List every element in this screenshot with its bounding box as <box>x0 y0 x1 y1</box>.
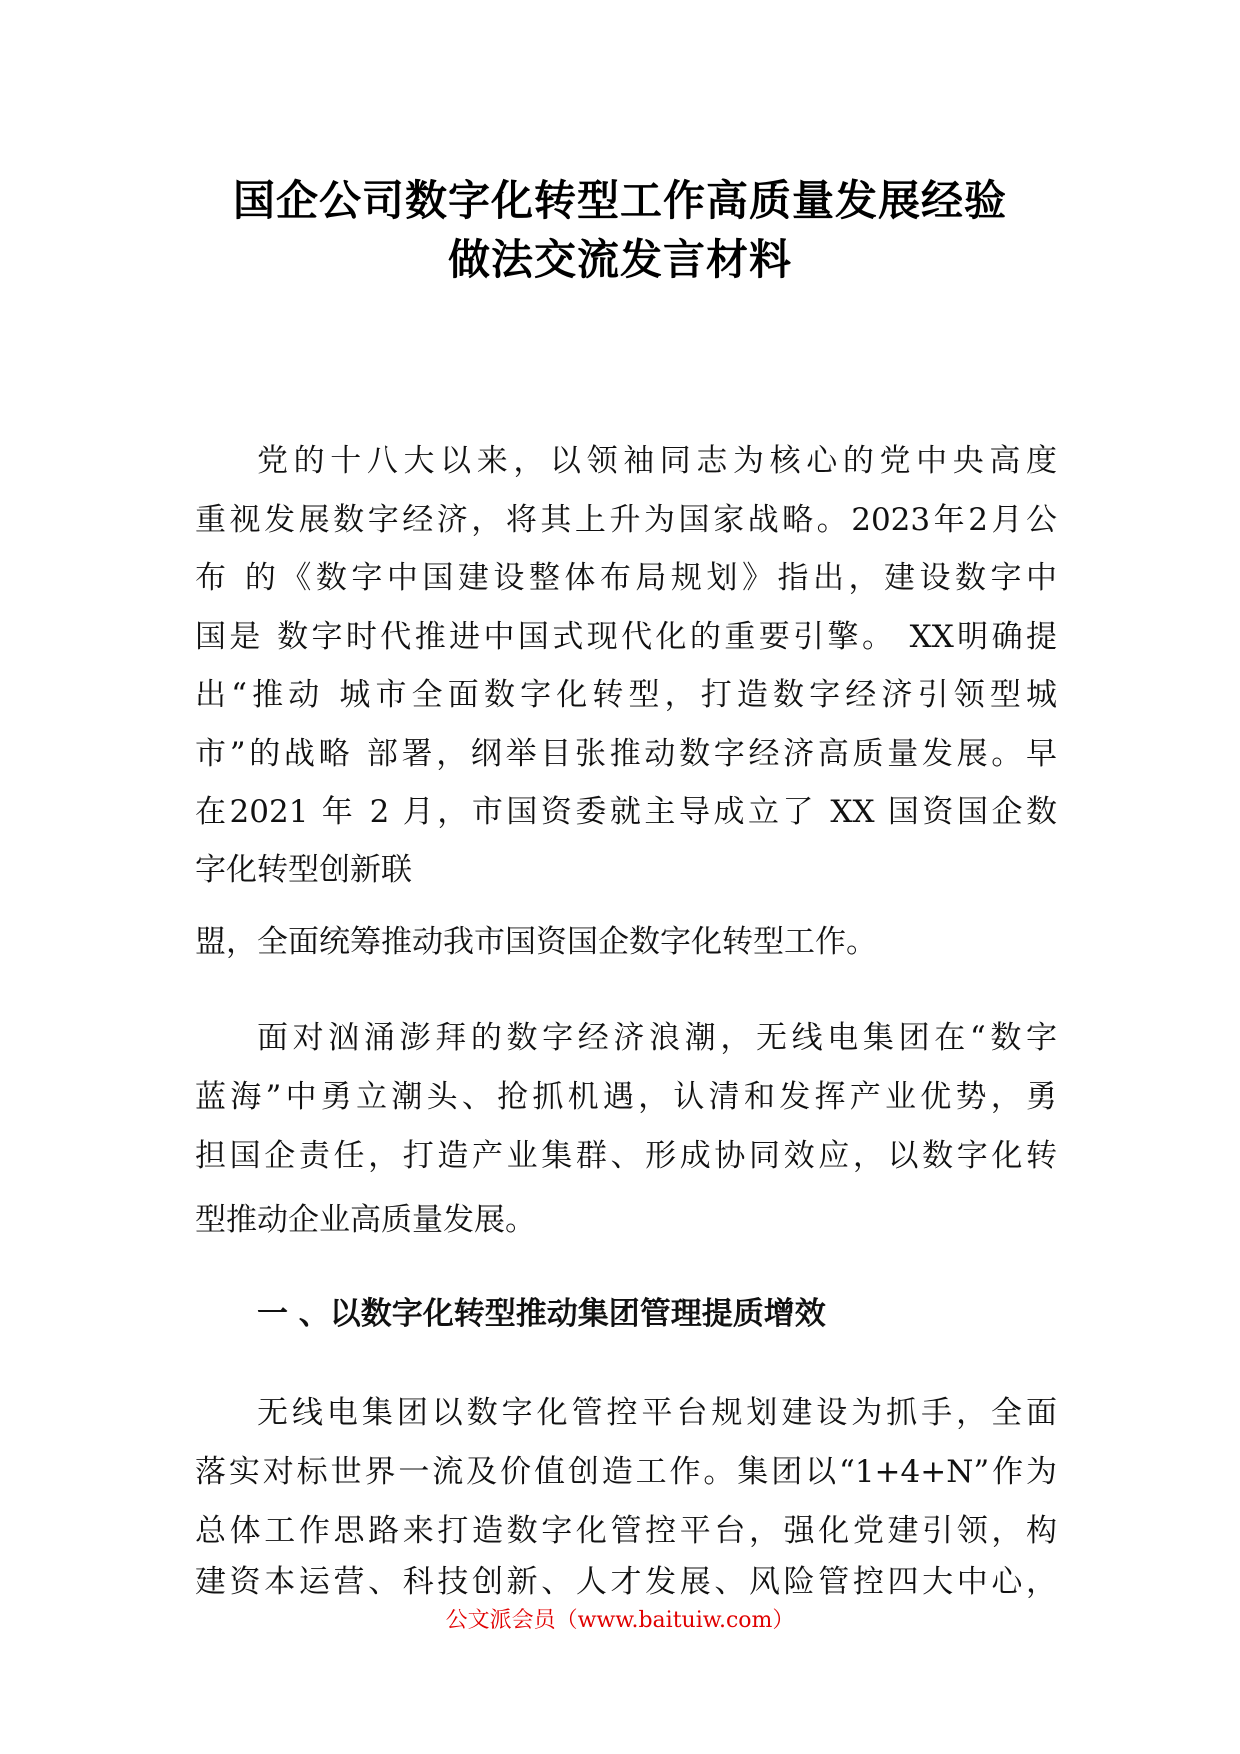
paragraph-4-line: 总体工作思路来打造数字化管控平台，强化党建引领，构 <box>195 1513 1057 1549</box>
paragraph-1-line: 字化转型创新联 <box>195 852 412 888</box>
paragraph-1-line: 在2021 年 2 月，市国资委就主导成立了 XX 国资国企数 <box>195 794 1057 830</box>
paragraph-4-line: 落实对标世界一流及价值创造工作。集团以“1+4+N”作为 <box>195 1454 1057 1490</box>
paragraph-2-line: 盟，全面统筹推动我市国资国企数字化转型工作。 <box>195 924 877 960</box>
paragraph-1-line: 布 的《数字中国建设整体布局规划》指出，建设数字中 <box>195 560 1057 596</box>
paragraph-1-line: 出“推动 城市全面数字化转型，打造数字经济引领型城 <box>195 677 1057 713</box>
document-title-line-2: 做法交流发言材料 <box>447 235 792 284</box>
paragraph-4-line: 无线电集团以数字化管控平台规划建设为抓手，全面 <box>257 1395 1057 1431</box>
paragraph-4-line: 建资本运营、科技创新、人才发展、风险管控四大中心， <box>195 1564 1057 1600</box>
paragraph-3-line: 蓝海”中勇立潮头、抢抓机遇，认清和发挥产业优势，勇 <box>195 1079 1057 1115</box>
section-heading: 一 、以数字化转型推动集团管理提质增效 <box>257 1296 826 1332</box>
footer-watermark: 公文派会员（www.baituiw.com） <box>445 1608 795 1633</box>
paragraph-3-line: 型推动企业高质量发展。 <box>195 1202 536 1238</box>
paragraph-3-line: 面对汹涌澎拜的数字经济浪潮，无线电集团在“数字 <box>257 1020 1057 1056</box>
paragraph-1-line: 重视发展数字经济，将其上升为国家战略。2023年2月公 <box>195 502 1057 538</box>
paragraph-1-line: 国是 数字时代推进中国式现代化的重要引擎。 XX明确提 <box>195 619 1057 655</box>
document-title-line-1: 国企公司数字化转型工作高质量发展经验 <box>232 176 1007 225</box>
paragraph-1-line: 党的十八大以来，以领袖同志为核心的党中央高度 <box>257 443 1057 479</box>
paragraph-3-line: 担国企责任，打造产业集群、形成协同效应，以数字化转 <box>195 1138 1057 1174</box>
paragraph-1-line: 市”的战略 部署，纲举目张推动数字经济高质量发展。早 <box>195 736 1057 772</box>
